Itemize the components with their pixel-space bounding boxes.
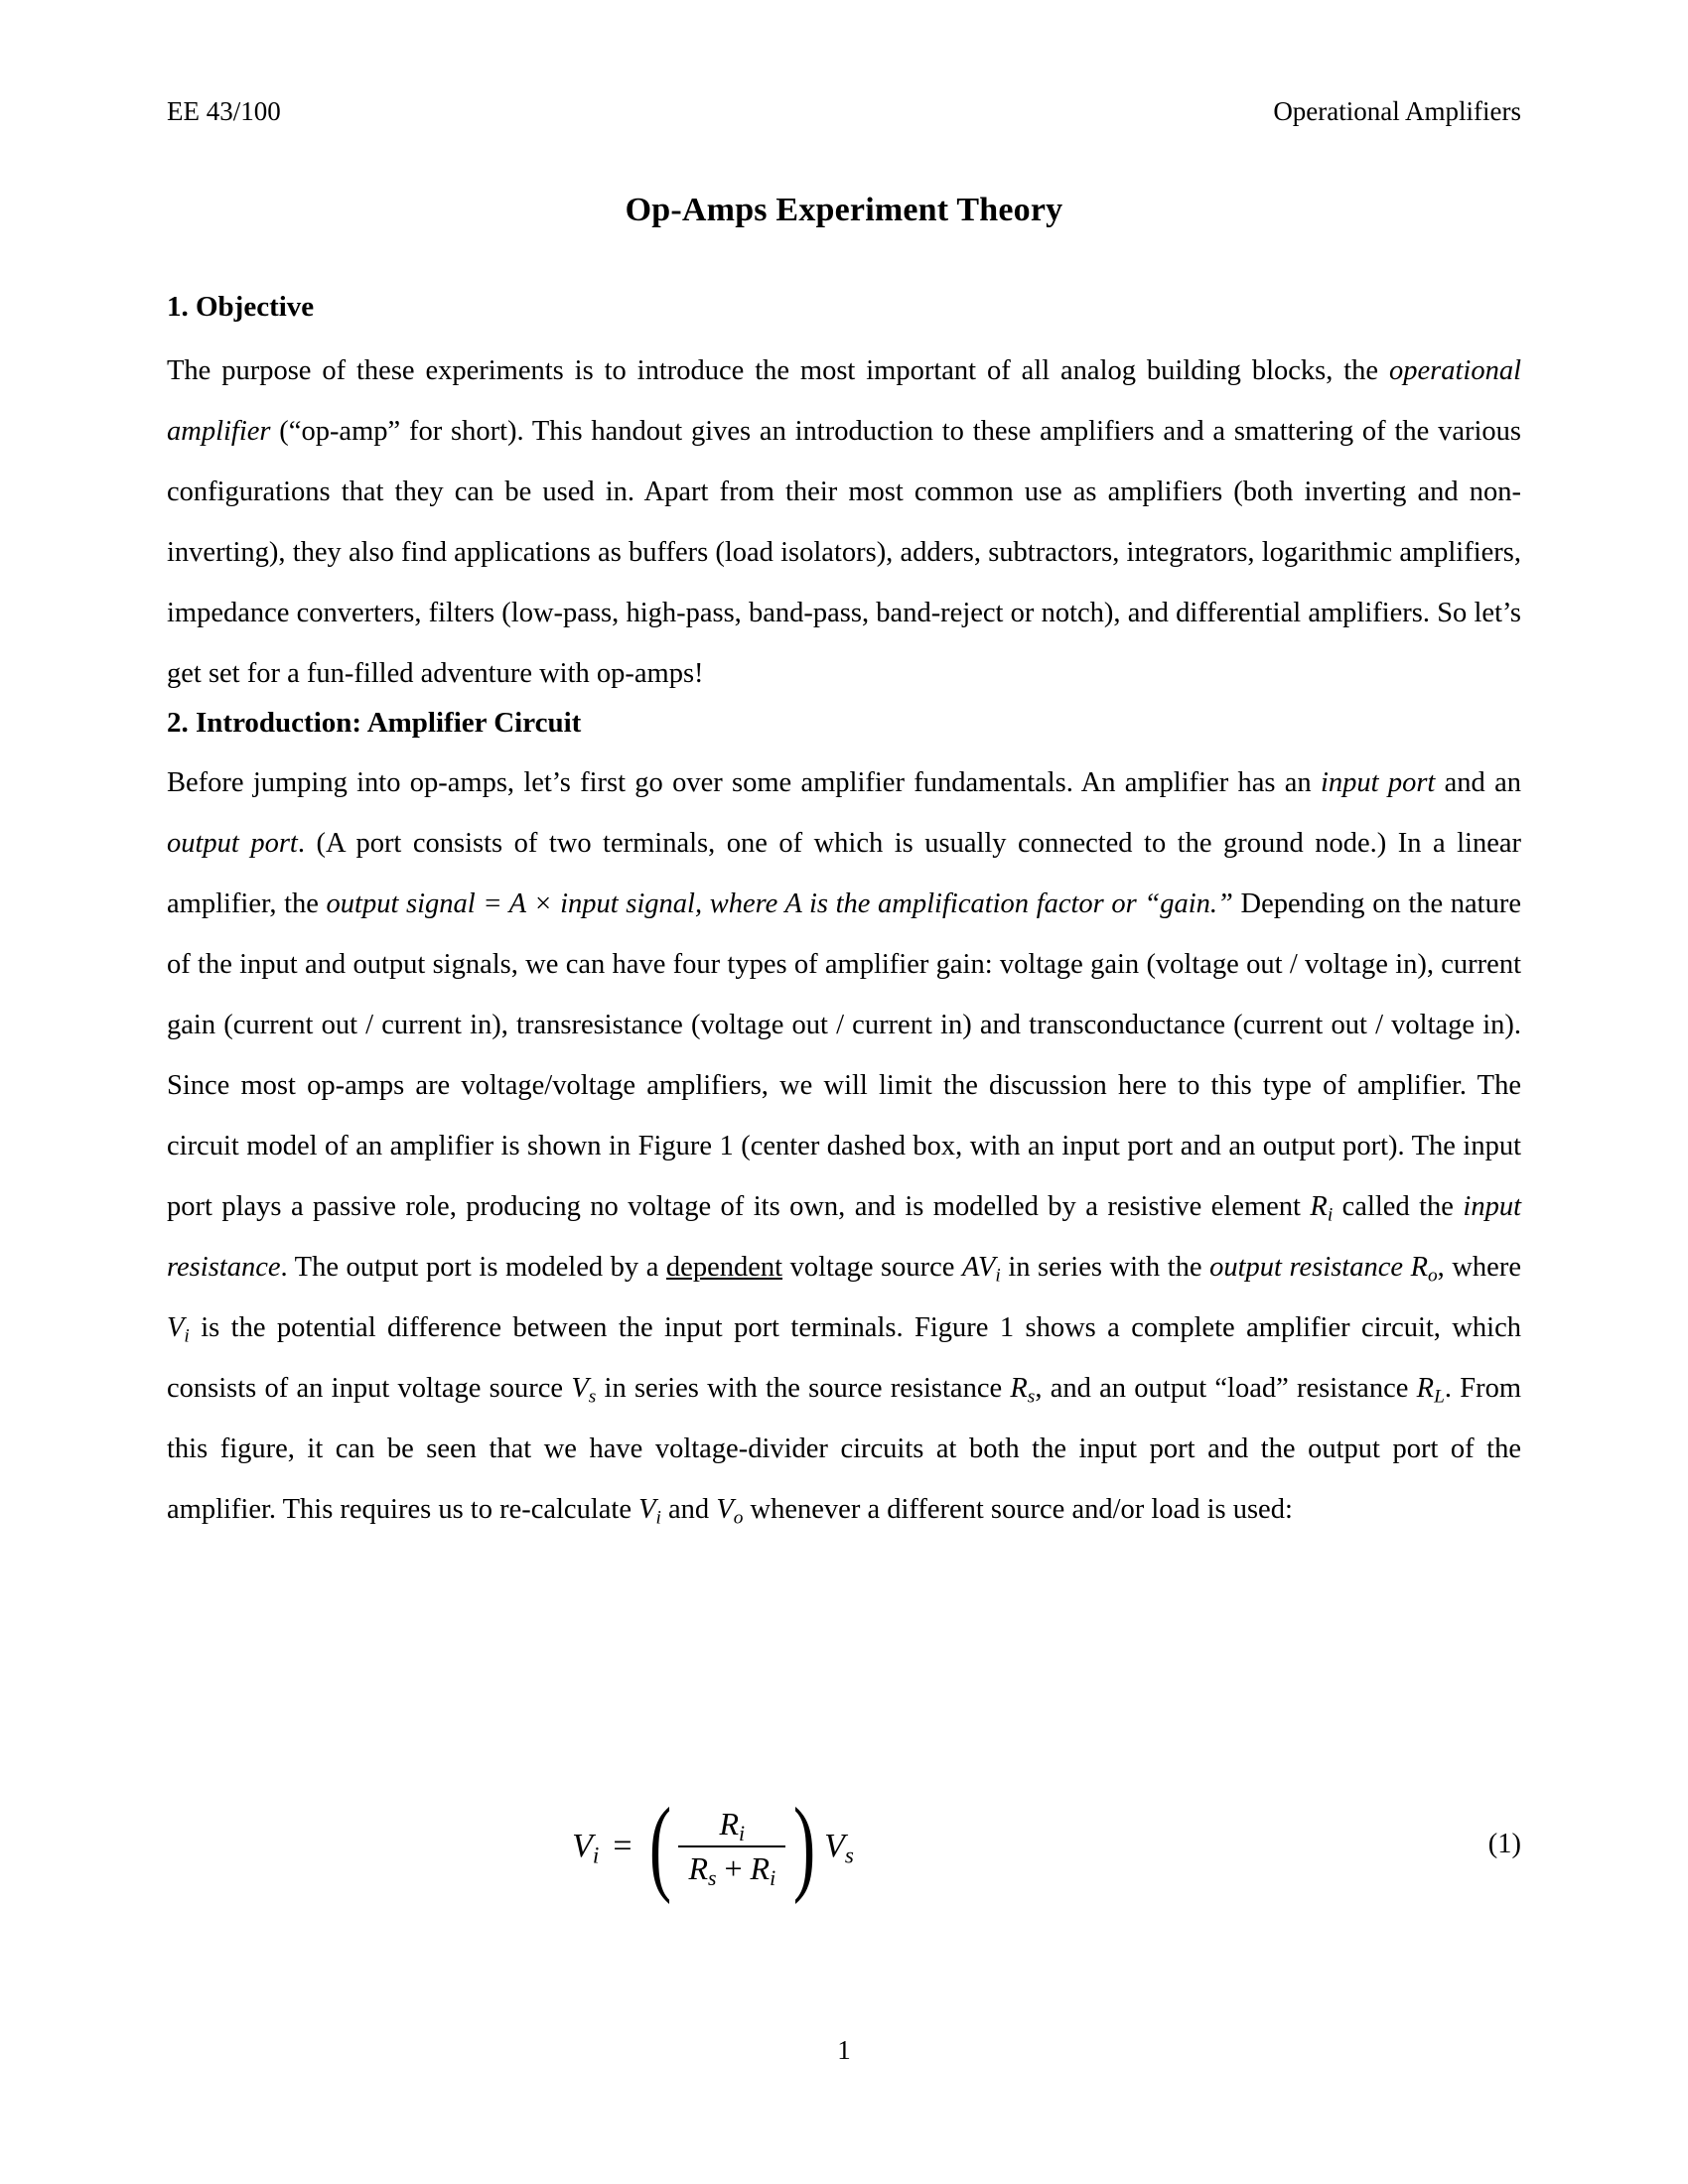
running-header bbox=[167, 95, 1521, 127]
equation-rhs: $V_s$ bbox=[824, 1828, 854, 1869]
body-column bbox=[167, 288, 1521, 1540]
paragraph-introduction: Before jumping into op-amps, let’s first go over some amplifier fundamentals. An amplifier has an input port and an output port. (A port consists of two terminals, one of which is usually connected to the ground node.) In a linear amplifier, the output signal = A × input signal, where A is the amplification factor or “gain.” Depending on the nature of the input and output signals, we can have four types of amplifier gain: voltage gain (voltage out / voltage in), current gain (current out / current in), transresistance (voltage out / current in) and transconductance (current out / voltage in). Since most op-amps are voltage/voltage amplifiers, we will limit the discussion here to this type of amplifier. The circuit model of an amplifier is shown in Figure 1 (center dashed box, with an input port and an output port). The input port plays a passive role, producing no voltage of its own, and is modelled by a resistive element $R_i$ called the input resistance. The output port is modeled by a dependent voltage source $AV_i$ in series with the output resistance $R_o$, where $V_i$ is the potential difference between the input port terminals. Figure 1 shows a complete amplifier circuit, which consists of an input voltage source $V_s$ in series with the source resistance $R_s$, and an output “load” resistance $R_L$. From this figure, it can be seen that we have voltage-divider circuits at both the input port and the output port of the amplifier. This requires us to re-calculate $V_i$ and $V_o$ whenever a different source and/or load is used: bbox=[167, 767, 1521, 1529]
equation-equals-sign: = bbox=[613, 1828, 633, 1864]
equation-open-paren: ( bbox=[648, 1786, 671, 1905]
footer-page-number: 1 bbox=[837, 2035, 851, 2065]
equation-numerator: $R_i$ bbox=[719, 1806, 746, 1846]
page-title: Op-Amps Experiment Theory bbox=[625, 192, 1063, 228]
section-heading-introduction: 2. Introduction: Amplifier Circuit bbox=[167, 707, 582, 740]
equation-1 bbox=[572, 1786, 854, 1905]
paragraph-objective: The purpose of these experiments is to introduce the most important of all analog building blocks, the operational amplifier (“op-amp” for short). This handout gives an introduction to these amplifiers and a smattering of the various configurations that they can be used in. Apart from their most common use as amplifiers (both inverting and non-inverting), they also find applications as buffers (load isolators), adders, subtractors, integrators, logarithmic amplifiers, impedance converters, filters (low-pass, high-pass, band-pass, band-reject or notch), and differential amplifiers. So let’s get set for a fun-filled adventure with op-amps! bbox=[167, 355, 1521, 690]
equation-close-paren: ) bbox=[792, 1786, 816, 1905]
header-topic: Operational Amplifiers bbox=[1273, 96, 1521, 126]
equation-number: (1) bbox=[1487, 1829, 1521, 1859]
equation-lhs: $V_i$ bbox=[572, 1828, 600, 1869]
equation-row bbox=[167, 1787, 1521, 1906]
equation-center-wrap bbox=[167, 1787, 1259, 1906]
section-heading-objective: 1. Objective bbox=[167, 291, 315, 323]
equation-fraction bbox=[678, 1806, 785, 1891]
page-footer bbox=[167, 2035, 1521, 2066]
equation-denominator: $R_s + R_i$ bbox=[688, 1850, 776, 1891]
header-course-code: EE 43/100 bbox=[167, 96, 281, 126]
